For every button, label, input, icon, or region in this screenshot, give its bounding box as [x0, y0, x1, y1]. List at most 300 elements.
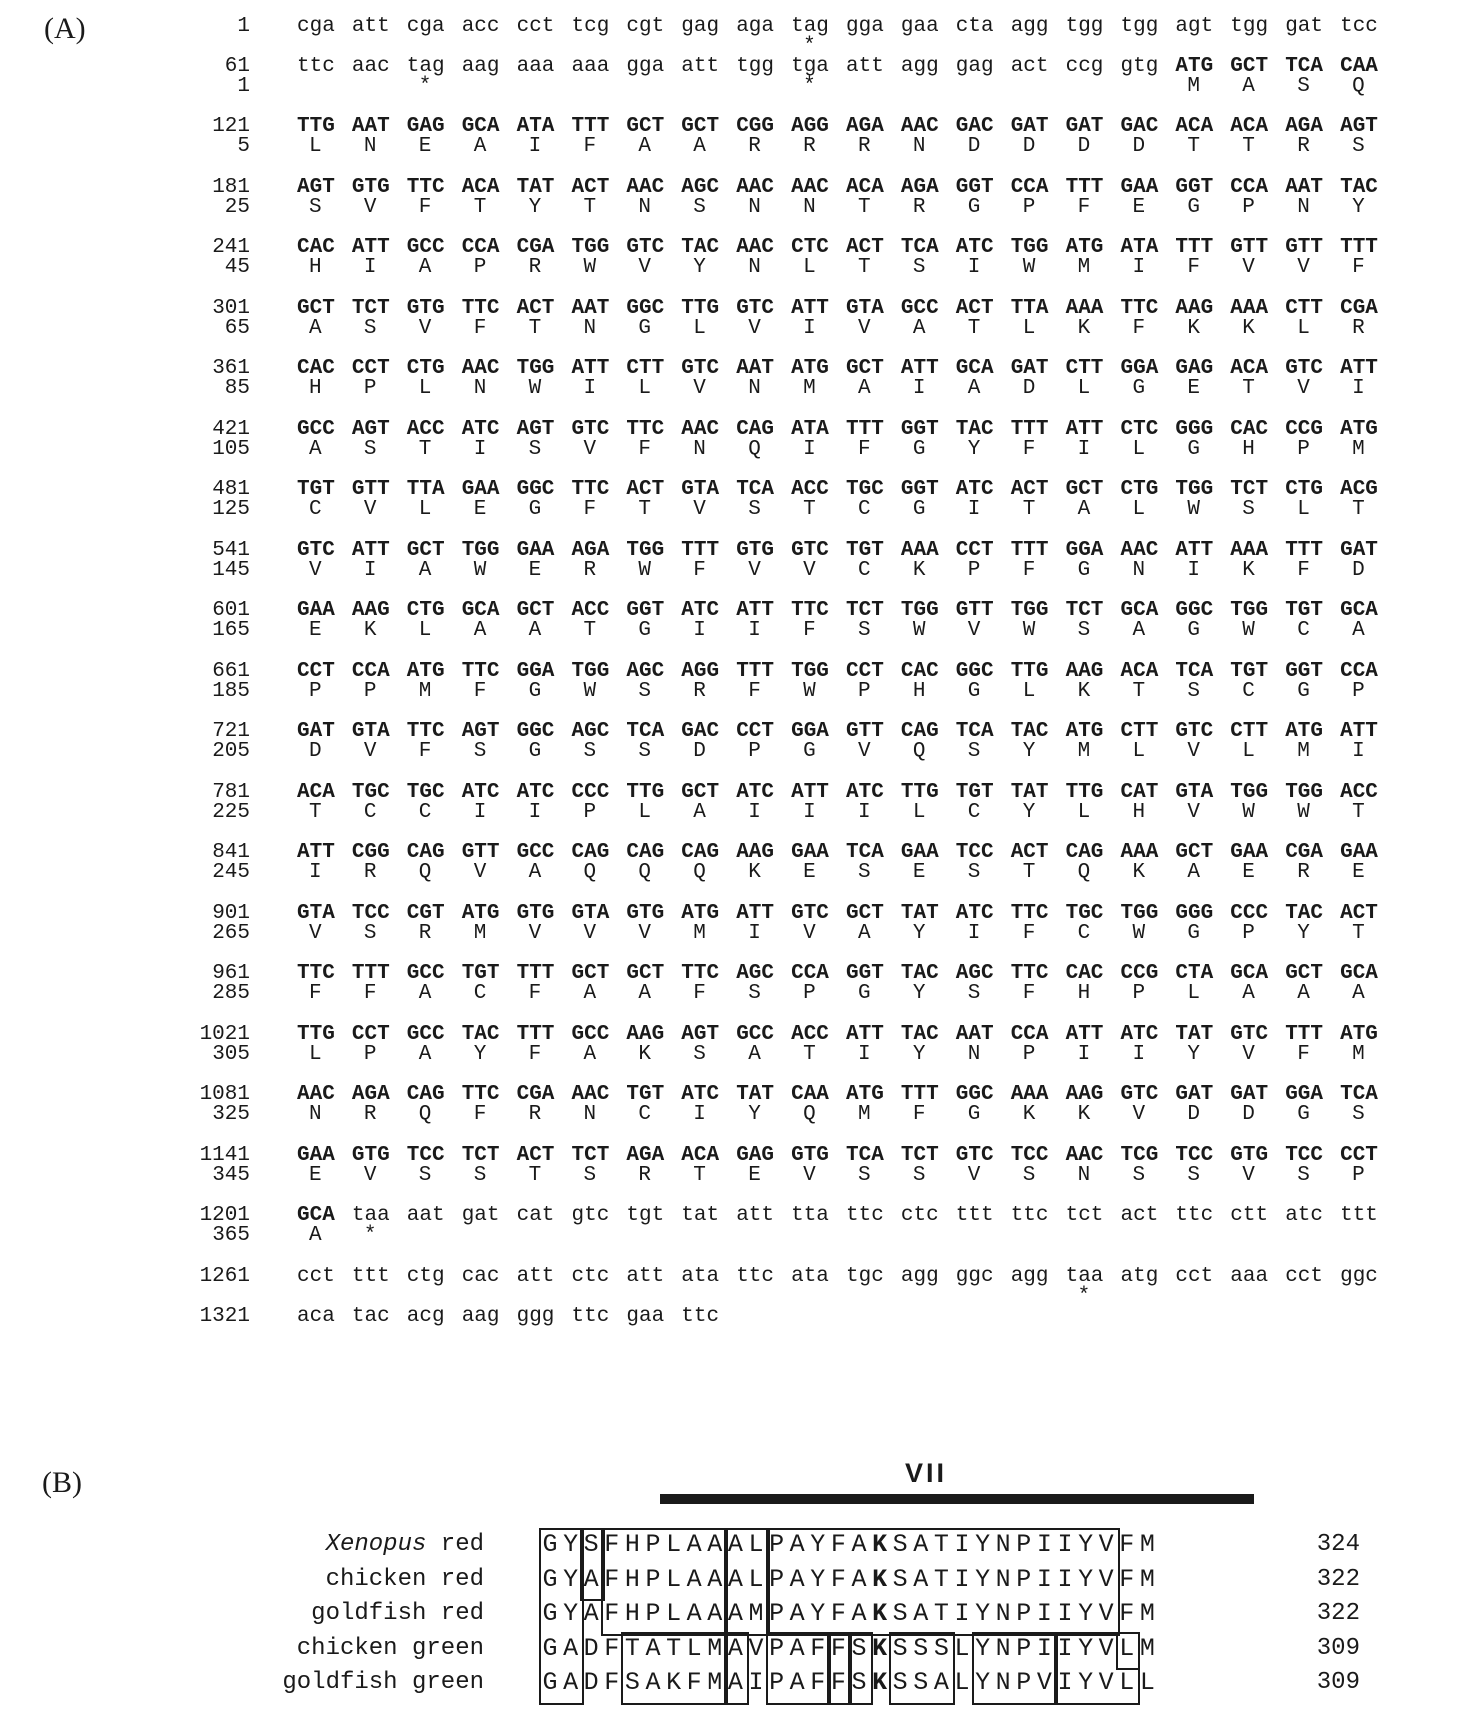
codon: ACT: [571, 176, 610, 199]
codon: agg: [1010, 1265, 1049, 1288]
residue: L: [748, 1530, 764, 1559]
codon: ACA: [1120, 660, 1159, 683]
codon: AAC: [736, 176, 774, 199]
codon: TTG: [297, 1023, 335, 1046]
codon: GTC: [571, 418, 610, 441]
codon: GCT: [1175, 841, 1214, 864]
residue: A: [583, 1564, 599, 1594]
stop-marker: *: [1077, 1285, 1091, 1308]
amino-acid: I: [363, 256, 377, 279]
amino-acid: A: [693, 135, 706, 158]
codon: AAG: [1065, 660, 1104, 683]
codon: ATA: [1120, 236, 1159, 259]
codon: AAA: [1230, 297, 1269, 320]
codon: TTT: [1065, 176, 1104, 199]
amino-acid: S: [1187, 1164, 1200, 1187]
codon: ATT: [571, 357, 610, 380]
residue: M: [1139, 1530, 1155, 1559]
amino-acid: D: [1077, 135, 1091, 158]
amino-acid: M: [1297, 740, 1310, 763]
codon: att: [846, 55, 884, 78]
residue: M: [1139, 1564, 1155, 1594]
amino-acid: S: [638, 680, 651, 703]
residue: G: [542, 1599, 558, 1628]
amino-acid-position: 125: [212, 498, 250, 521]
sequence-row: [0, 1145, 1460, 1201]
amino-acid: I: [967, 256, 981, 279]
residue: P: [645, 1599, 661, 1628]
codon: atc: [1285, 1204, 1323, 1227]
amino-acid-position: 225: [212, 801, 250, 824]
stop-marker: *: [803, 35, 816, 58]
codon: ctt: [1230, 1204, 1269, 1227]
codon: AAC: [791, 176, 829, 199]
residue: A: [789, 1530, 805, 1559]
codon: CTG: [406, 599, 445, 622]
amino-acid: I: [1352, 740, 1365, 763]
residue: K: [872, 1633, 888, 1663]
residue: P: [1016, 1564, 1032, 1594]
amino-acid: F: [1022, 438, 1036, 461]
amino-acid: D: [1132, 135, 1146, 158]
amino-acid: L: [1242, 740, 1255, 763]
amino-acid: C: [638, 1103, 651, 1126]
codon: GTG: [626, 902, 665, 925]
codon: GTA: [571, 902, 610, 925]
codon: ttc: [1175, 1204, 1214, 1227]
amino-acid: P: [967, 559, 981, 582]
residue: S: [624, 1668, 640, 1697]
codon: CCT: [1340, 1144, 1378, 1167]
amino-acid: Q: [912, 740, 926, 763]
amino-acid: S: [748, 498, 761, 521]
amino-acid: T: [1242, 377, 1255, 400]
amino-acid: P: [363, 1043, 377, 1066]
amino-acid: A: [309, 317, 322, 340]
codon: cct: [1175, 1265, 1214, 1288]
residue: S: [892, 1633, 908, 1663]
amino-acid-position: 105: [212, 438, 250, 461]
amino-acid: Q: [583, 861, 597, 884]
amino-acid: V: [858, 317, 871, 340]
residue: K: [872, 1564, 888, 1594]
codon: ATC: [955, 902, 994, 925]
amino-acid: C: [858, 498, 871, 521]
amino-acid: I: [693, 1103, 706, 1126]
amino-acid: C: [1242, 680, 1255, 703]
codon: GCT: [681, 115, 720, 138]
amino-acid: S: [1352, 1103, 1365, 1126]
codon: TCT: [351, 297, 390, 320]
amino-acid: E: [309, 619, 322, 642]
amino-acid: I: [1132, 1043, 1146, 1066]
amino-acid: S: [363, 438, 377, 461]
codon: GAT: [297, 720, 335, 743]
codon: AAT: [736, 357, 774, 380]
codon: GTC: [1175, 720, 1214, 743]
amino-acid: N: [912, 135, 926, 158]
codon: att: [516, 1265, 555, 1288]
amino-acid: S: [583, 740, 597, 763]
residue: G: [542, 1530, 558, 1559]
codon: AAT: [351, 115, 390, 138]
species-name: [0, 1597, 484, 1631]
residue: F: [810, 1668, 826, 1697]
codon: GAA: [791, 841, 829, 864]
nucleotide-position: 181: [212, 176, 250, 199]
residue: F: [830, 1530, 846, 1559]
codon: cga: [406, 15, 445, 38]
codon: TTC: [461, 1083, 500, 1106]
codon: AAA: [900, 539, 939, 562]
codon: ATA: [516, 115, 555, 138]
codon: atg: [1120, 1265, 1159, 1288]
residue: F: [604, 1530, 620, 1559]
residue: F: [604, 1633, 620, 1663]
codon: tgg: [1230, 15, 1269, 38]
codon: GTC: [1285, 357, 1323, 380]
amino-acid: K: [1077, 680, 1091, 703]
codon: CAC: [297, 357, 335, 380]
codon: TCC: [351, 902, 390, 925]
residue: F: [686, 1668, 702, 1697]
sequence-row: [0, 661, 1460, 717]
amino-acid: T: [1022, 861, 1036, 884]
codon: aaa: [516, 55, 555, 78]
codon: CCA: [1010, 1023, 1049, 1046]
residue: F: [830, 1564, 846, 1594]
codon: ACA: [1175, 115, 1214, 138]
amino-acid: G: [912, 438, 926, 461]
residue: I: [954, 1564, 970, 1594]
codon: tag: [406, 55, 445, 78]
residue: S: [583, 1530, 599, 1559]
codon: GCC: [736, 1023, 774, 1046]
codon: ACA: [1230, 357, 1269, 380]
amino-acid: V: [1132, 1103, 1146, 1126]
amino-acid: S: [1132, 1164, 1146, 1187]
amino-acid: N: [1132, 559, 1146, 582]
amino-acid: L: [1132, 438, 1146, 461]
codon: CTT: [1120, 720, 1159, 743]
codon: GCT: [1285, 962, 1323, 985]
codon: ATT: [736, 902, 774, 925]
amino-acid: L: [1297, 498, 1310, 521]
nucleotide-position: 1321: [199, 1305, 250, 1328]
residue: A: [583, 1599, 599, 1628]
amino-acid: V: [1242, 1043, 1255, 1066]
codon: CCA: [1010, 176, 1049, 199]
nucleotide-position: 1021: [199, 1023, 250, 1046]
amino-acid: F: [1297, 559, 1310, 582]
codon: GGC: [516, 478, 555, 501]
codon: GTT: [955, 599, 994, 622]
amino-acid: I: [528, 801, 542, 824]
nucleotide-position: 1: [237, 15, 250, 38]
amino-acid: F: [912, 1103, 926, 1126]
codon: GAA: [1120, 176, 1159, 199]
codon: GGA: [1120, 357, 1159, 380]
residue: S: [913, 1668, 929, 1697]
codon: TGC: [846, 478, 884, 501]
codon: GTA: [297, 902, 335, 925]
species-label: goldfish green: [282, 1669, 484, 1696]
residue: A: [645, 1668, 661, 1697]
codon: ACA: [297, 781, 335, 804]
amino-acid: W: [1242, 619, 1255, 642]
codon: ATG: [846, 1083, 884, 1106]
amino-acid: E: [748, 1164, 761, 1187]
amino-acid: T: [1022, 498, 1036, 521]
amino-acid: L: [1132, 740, 1146, 763]
amino-acid: A: [1187, 861, 1200, 884]
amino-acid: M: [1077, 740, 1091, 763]
amino-acid: F: [693, 982, 706, 1005]
codon: CAT: [1120, 781, 1159, 804]
residue: F: [830, 1599, 846, 1628]
amino-acid: A: [418, 256, 432, 279]
residue: A: [727, 1564, 743, 1594]
amino-acid: K: [1242, 559, 1255, 582]
sequence-row: [0, 721, 1460, 777]
codon: GCC: [516, 841, 555, 864]
amino-acid: W: [1022, 256, 1036, 279]
residue-count: 322: [1316, 1565, 1360, 1593]
amino-acid: P: [1352, 1164, 1365, 1187]
residue: A: [789, 1599, 805, 1628]
codon: TGG: [626, 539, 665, 562]
amino-acid: C: [363, 801, 377, 824]
residue: V: [1098, 1564, 1114, 1594]
codon: TGT: [626, 1083, 665, 1106]
amino-acid: M: [693, 922, 706, 945]
stop-marker: *: [418, 75, 432, 98]
residue: I: [1036, 1564, 1052, 1594]
amino-acid: N: [363, 135, 377, 158]
amino-acid: S: [638, 740, 651, 763]
amino-acid: T: [528, 317, 542, 340]
nucleotide-position: 61: [224, 55, 250, 78]
codon: TTG: [900, 781, 939, 804]
codon: GTT: [1230, 236, 1269, 259]
codon: TAC: [955, 418, 994, 441]
amino-acid: I: [363, 559, 377, 582]
codon: TCA: [1285, 55, 1323, 78]
amino-acid: S: [967, 861, 981, 884]
codon: GGT: [626, 599, 665, 622]
residue: M: [748, 1599, 764, 1628]
amino-acid: V: [309, 559, 322, 582]
amino-acid: A: [1352, 982, 1365, 1005]
amino-acid: K: [1022, 1103, 1036, 1126]
amino-acid: R: [803, 135, 816, 158]
amino-acid: A: [1242, 75, 1255, 98]
codon: aca: [297, 1305, 335, 1328]
nucleotide-position: 781: [212, 781, 250, 804]
residue: P: [769, 1564, 785, 1594]
codon: TCT: [571, 1144, 610, 1167]
codon: GCA: [1340, 599, 1378, 622]
codon: TTC: [681, 962, 720, 985]
amino-acid: P: [1022, 1043, 1036, 1066]
amino-acid: P: [858, 680, 871, 703]
amino-acid: P: [363, 680, 377, 703]
amino-acid: T: [583, 196, 597, 219]
amino-acid: S: [967, 740, 981, 763]
codon: AAC: [461, 357, 500, 380]
panel-a-label: (A): [44, 12, 86, 45]
amino-acid: T: [803, 498, 816, 521]
codon: TTT: [1285, 539, 1323, 562]
amino-acid: N: [473, 377, 487, 400]
codon: ttt: [955, 1204, 994, 1227]
amino-acid: A: [528, 861, 542, 884]
sequence-row: [0, 1205, 1460, 1261]
amino-acid: G: [967, 680, 981, 703]
amino-acid: N: [1297, 196, 1310, 219]
amino-acid: S: [309, 196, 322, 219]
codon: ACA: [846, 176, 884, 199]
codon: att: [736, 1204, 774, 1227]
sequence-row: [0, 1024, 1460, 1080]
residue: T: [666, 1633, 682, 1663]
amino-acid: F: [1077, 196, 1091, 219]
amino-acid: N: [638, 196, 651, 219]
amino-acid: V: [1242, 1164, 1255, 1187]
amino-acid: V: [693, 377, 706, 400]
codon: AAG: [351, 599, 390, 622]
codon: GCT: [1230, 55, 1269, 78]
species-name: [0, 1563, 484, 1597]
codon: GCA: [955, 357, 994, 380]
amino-acid: G: [1132, 377, 1146, 400]
amino-acid: A: [1352, 619, 1365, 642]
amino-acid: I: [528, 135, 542, 158]
codon: GAA: [297, 1144, 335, 1167]
codon: TTA: [406, 478, 445, 501]
amino-acid: Y: [967, 438, 981, 461]
codon: CCA: [351, 660, 390, 683]
amino-acid: F: [803, 619, 816, 642]
residue: L: [666, 1564, 682, 1594]
sequence-row: [0, 298, 1460, 354]
residue: N: [995, 1633, 1011, 1663]
residue: A: [686, 1599, 702, 1628]
codon: AAT: [1285, 176, 1323, 199]
amino-acid: I: [858, 1043, 871, 1066]
codon: TAC: [1010, 720, 1049, 743]
codon: ttc: [297, 55, 335, 78]
codon: AGA: [351, 1083, 390, 1106]
amino-acid: A: [638, 135, 651, 158]
amino-acid: L: [638, 801, 651, 824]
codon: GTG: [516, 902, 555, 925]
amino-acid: E: [473, 498, 487, 521]
amino-acid: V: [803, 1164, 816, 1187]
residue: F: [810, 1633, 826, 1663]
amino-acid: D: [1352, 559, 1365, 582]
residue: K: [872, 1599, 888, 1628]
amino-acid-position: 25: [224, 196, 250, 219]
species-label: chicken red: [325, 1565, 484, 1593]
amino-acid: I: [748, 801, 761, 824]
codon: AAG: [736, 841, 774, 864]
residue: Y: [1078, 1668, 1094, 1697]
sequence-row: [0, 1084, 1460, 1140]
residue: P: [1016, 1599, 1032, 1628]
amino-acid: A: [473, 619, 487, 642]
amino-acid: V: [1242, 256, 1255, 279]
residue: I: [1057, 1633, 1073, 1663]
codon: TGG: [571, 236, 610, 259]
codon: ccg: [1065, 55, 1104, 78]
amino-acid: C: [1297, 619, 1310, 642]
codon: AAG: [1065, 1083, 1104, 1106]
amino-acid: A: [309, 438, 322, 461]
codon: CAA: [791, 1083, 829, 1106]
residue: Y: [1078, 1599, 1094, 1628]
amino-acid: E: [528, 559, 542, 582]
amino-acid: I: [967, 922, 981, 945]
codon: CTC: [1120, 418, 1159, 441]
codon: GAA: [297, 599, 335, 622]
codon: TTT: [1340, 236, 1378, 259]
amino-acid: A: [528, 619, 542, 642]
codon: GCT: [846, 902, 884, 925]
amino-acid: V: [748, 317, 761, 340]
amino-acid: S: [473, 1164, 487, 1187]
codon: CAC: [1065, 962, 1104, 985]
amino-acid: F: [418, 740, 432, 763]
amino-acid-position: 165: [212, 619, 250, 642]
codon: AGC: [955, 962, 994, 985]
amino-acid: I: [748, 619, 761, 642]
codon: tga: [791, 55, 829, 78]
amino-acid: I: [473, 801, 487, 824]
amino-acid: W: [912, 619, 926, 642]
residue: F: [830, 1668, 846, 1697]
amino-acid: I: [912, 377, 926, 400]
amino-acid: W: [583, 256, 597, 279]
codon: TCT: [461, 1144, 500, 1167]
codon: AGT: [516, 418, 555, 441]
codon: tgg: [736, 55, 774, 78]
amino-acid: F: [1352, 256, 1365, 279]
amino-acid: F: [473, 680, 487, 703]
codon: AGG: [681, 660, 720, 683]
codon: ACT: [626, 478, 665, 501]
residue: Y: [810, 1530, 826, 1559]
amino-acid: E: [1187, 377, 1200, 400]
residue: L: [666, 1599, 682, 1628]
residue: L: [686, 1633, 702, 1663]
amino-acid: L: [418, 377, 432, 400]
codon: GAT: [1010, 357, 1049, 380]
codon: GGG: [1175, 902, 1214, 925]
codon: cct: [297, 1265, 335, 1288]
codon: GAT: [1230, 1083, 1269, 1106]
residue: A: [727, 1668, 743, 1697]
amino-acid: G: [858, 982, 871, 1005]
residue: V: [1036, 1668, 1052, 1697]
codon: AAT: [571, 297, 610, 320]
codon: GTC: [1230, 1023, 1269, 1046]
codon: ATG: [1340, 1023, 1378, 1046]
amino-acid: A: [418, 982, 432, 1005]
codon: GCC: [297, 418, 335, 441]
residue: H: [624, 1564, 640, 1594]
amino-acid: L: [912, 801, 926, 824]
